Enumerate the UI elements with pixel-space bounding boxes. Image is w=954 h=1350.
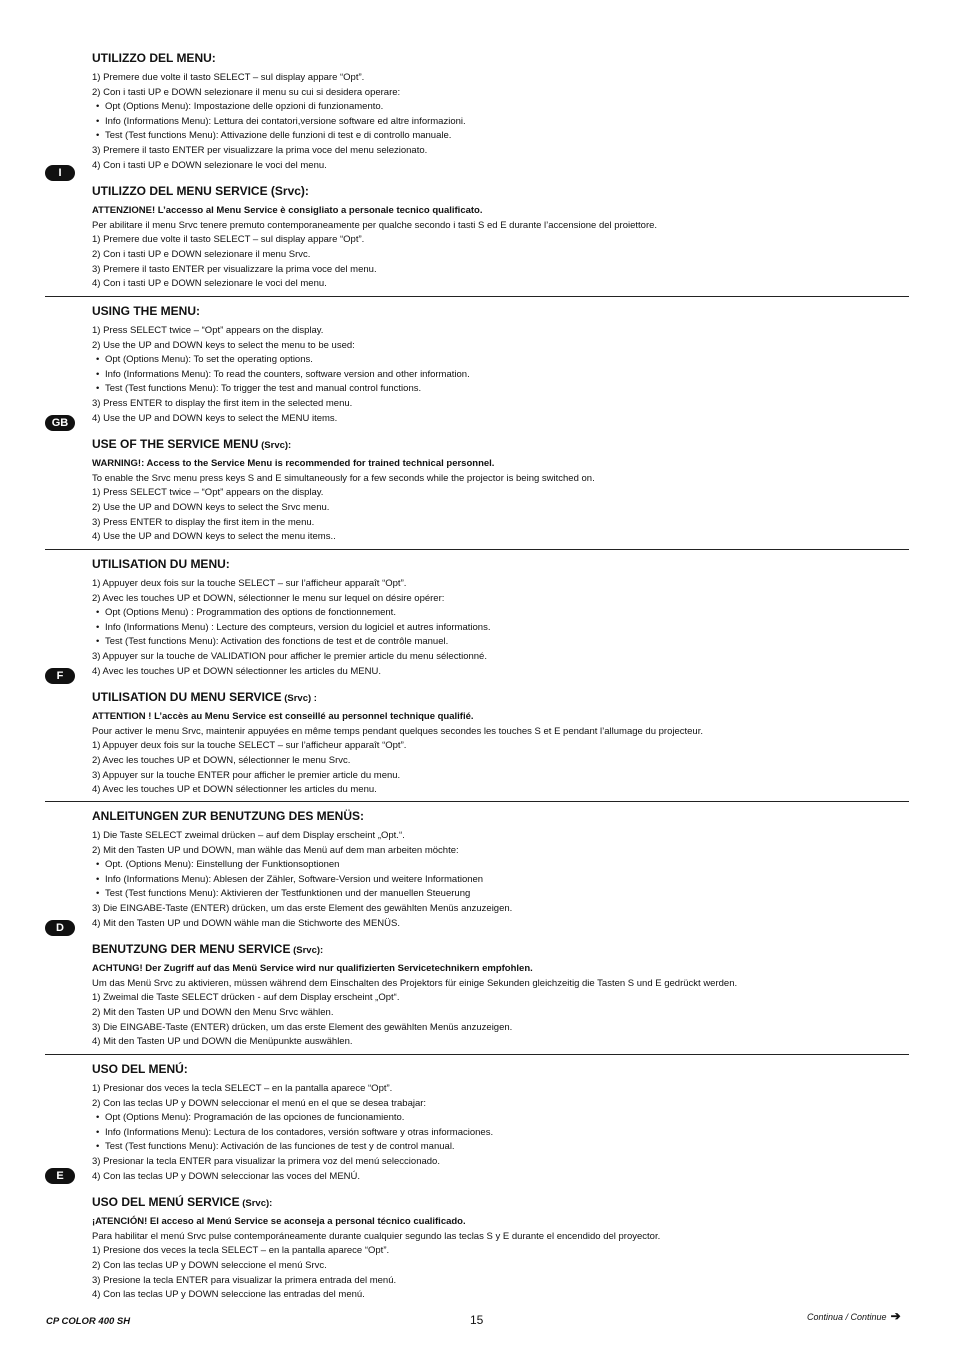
bullet-item: • Opt (Options Menu): Impostazione delle opzioni di funzionamento. bbox=[92, 100, 912, 115]
language-badge: E bbox=[45, 1168, 75, 1184]
bullet-item: • Info (Informations Menu): To read the counters, software version and other information. bbox=[92, 368, 912, 383]
menu-heading: USING THE MENU: bbox=[92, 304, 200, 318]
language-badge: D bbox=[45, 920, 75, 936]
section-content bbox=[92, 51, 912, 292]
step: 4) Mit den Tasten UP und DOWN wähle man die Stichworte des MENÜS. bbox=[92, 917, 400, 929]
service-heading bbox=[92, 437, 912, 453]
step: 4) Con las teclas UP y DOWN seleccione las entradas del menú. bbox=[92, 1289, 365, 1301]
step: 1) Premere due volte il tasto SELECT – sul display appare “Opt”. bbox=[92, 72, 365, 83]
step: 3) Press ENTER to display the first item in the menu. bbox=[92, 516, 315, 528]
warning-text: WARNING!: Access to the Service Menu is recommended for trained technical personnel. bbox=[92, 458, 495, 470]
step: 3) Premere il tasto ENTER per visualizzare la prima voce del menu. bbox=[92, 263, 377, 275]
service-heading-suffix: (Srvc) : bbox=[281, 693, 317, 705]
step: 1) Zweimal die Taste SELECT drücken - auf dem Display erscheint „Opt“. bbox=[92, 992, 400, 1004]
menu-heading: ANLEITUNGEN ZUR BENUTZUNG DES MENÜS: bbox=[92, 809, 364, 823]
section-content bbox=[92, 557, 912, 798]
service-heading bbox=[92, 690, 912, 706]
bullet-item: • Info (Informations Menu): Lectura de los contadores, versión software y otras informaciones. bbox=[92, 1126, 912, 1141]
step: 4) Use the UP and DOWN keys to select the MENU items. bbox=[92, 412, 338, 424]
bullet-item: • Test (Test functions Menu): Activation des fonctions de test et de contrôle manuel. bbox=[92, 635, 912, 650]
step: 1) Press SELECT twice – “Opt” appears on the display. bbox=[92, 487, 324, 499]
intro-text: Um das Menü Srvc zu aktivieren, müssen während dem Einschalten des Projektors für einige Sekunden gleichzeitig die Tasten S und E gedrückt werden. bbox=[92, 977, 738, 989]
step: 1) Die Taste SELECT zweimal drücken – auf dem Display erscheint „Opt.“. bbox=[92, 830, 405, 841]
menu-heading: USO DEL MENÚ: bbox=[92, 1062, 188, 1076]
step: 4) Con i tasti UP e DOWN selezionare le voci del menu. bbox=[92, 278, 327, 290]
service-heading-text: UTILIZZO DEL MENU SERVICE (Srvc): bbox=[92, 184, 309, 199]
service-heading-suffix: (Srvc): bbox=[258, 440, 292, 452]
section-divider bbox=[45, 1054, 909, 1055]
bullet-item: • Info (Informations Menu): Ablesen der Zähler, Software-Version und weitere Informationen bbox=[92, 873, 912, 888]
bullet-item: • Test (Test functions Menu): Attivazione delle funzioni di test e di controllo manuale. bbox=[92, 129, 912, 144]
language-badge: F bbox=[45, 668, 75, 684]
menu-heading: UTILIZZO DEL MENU: bbox=[92, 51, 216, 65]
bullet-item: • Opt (Options Menu) : Programmation des options de fonctionnement. bbox=[92, 606, 912, 621]
step: 2) Con i tasti UP e DOWN selezionare il menu Srvc. bbox=[92, 248, 311, 260]
step: 3) Die EINGABE-Taste (ENTER) drücken, um das erste Element des gewählten Menüs anzuzeigen. bbox=[92, 902, 513, 914]
footer-continue bbox=[807, 1309, 901, 1323]
service-heading-suffix: (Srvc): bbox=[239, 1198, 273, 1210]
language-badge: I bbox=[45, 165, 75, 181]
arrow-right-icon: ➔ bbox=[890, 1309, 901, 1323]
continue-text: Continua / Continue bbox=[807, 1312, 887, 1322]
step: 4) Use the UP and DOWN keys to select the menu items.. bbox=[92, 531, 336, 543]
warning-text: ATTENZIONE! L’accesso al Menu Service è consigliato a personale tecnico qualificato. bbox=[92, 205, 483, 217]
section-divider bbox=[45, 549, 909, 550]
service-heading bbox=[92, 1195, 912, 1211]
service-heading bbox=[92, 184, 912, 200]
bullet-item: • Opt (Options Menu): To set the operating options. bbox=[92, 353, 912, 368]
step: 3) Presionar la tecla ENTER para visualizar la primera voz del menú seleccionado. bbox=[92, 1155, 440, 1167]
bullet-item: • Test (Test functions Menu): Activación de las funciones de test y de control manual. bbox=[92, 1140, 912, 1155]
step: 4) Avec les touches UP et DOWN sélectionner les articles du menu. bbox=[92, 784, 377, 796]
intro-text: Pour activer le menu Srvc, maintenir appuyées en même temps pendant quelques secondes les touches S et E pendant l’allumage du projecteur. bbox=[92, 725, 703, 737]
step: 3) Premere il tasto ENTER per visualizzare la prima voce del menu selezionato. bbox=[92, 144, 428, 156]
section-content bbox=[92, 304, 912, 545]
warning-text: ACHTUNG! Der Zugriff auf das Menü Service wird nur qualifizierten Servicetechnikern empfohlen. bbox=[92, 963, 533, 975]
step: 3) Press ENTER to display the first item in the selected menu. bbox=[92, 397, 353, 409]
section-divider bbox=[45, 296, 909, 297]
bullet-item: • Opt (Options Menu): Programación de las opciones de funcionamiento. bbox=[92, 1111, 912, 1126]
step: 1) Presionar dos veces la tecla SELECT – en la pantalla aparece “Opt”. bbox=[92, 1083, 393, 1094]
language-badge: GB bbox=[45, 415, 75, 431]
bullet-item: • Info (Informations Menu): Lettura dei contatori,versione software ed altre informazioni. bbox=[92, 115, 912, 130]
bullet-item: • Info (Informations Menu) : Lecture des compteurs, version du logiciel et autres informations. bbox=[92, 621, 912, 636]
service-heading-text: BENUTZUNG DER MENU SERVICE bbox=[92, 942, 291, 957]
bullet-item: • Test (Test functions Menu): To trigger the test and manual control functions. bbox=[92, 382, 912, 397]
step: 4) Mit den Tasten UP und DOWN die Menüpunkte auswählen. bbox=[92, 1036, 353, 1048]
step: 2) Mit den Tasten UP und DOWN den Menu Srvc wählen. bbox=[92, 1006, 334, 1018]
step: 1) Press SELECT twice – “Opt” appears on the display. bbox=[92, 325, 324, 336]
bullet-item: • Opt. (Options Menu): Einstellung der Funktionsoptionen bbox=[92, 858, 912, 873]
menu-heading: UTILISATION DU MENU: bbox=[92, 557, 230, 571]
step: 1) Appuyer deux fois sur la touche SELECT – sur l’afficheur apparaît “Opt”. bbox=[92, 578, 407, 589]
step: 3) Presione la tecla ENTER para visualizar la primera entrada del menú. bbox=[92, 1274, 397, 1286]
section-content bbox=[92, 809, 912, 1050]
intro-text: To enable the Srvc menu press keys S and E simultaneously for a few seconds while the projector is being switched on. bbox=[92, 472, 595, 484]
intro-text: Per abilitare il menu Srvc tenere premuto contemporaneamente per qualche secondo i tasti S ed E durante l’accensione del proiettore. bbox=[92, 219, 658, 231]
warning-text: ATTENTION ! L’accès au Menu Service est conseillé au personnel technique qualifié. bbox=[92, 711, 474, 723]
step: 2) Avec les touches UP et DOWN, sélectionner le menu Srvc. bbox=[92, 754, 351, 766]
page-number: 15 bbox=[470, 1313, 484, 1327]
section-divider bbox=[45, 801, 909, 802]
bullet-item: • Test (Test functions Menu): Aktivieren der Testfunktionen und der manuellen Steuerung bbox=[92, 887, 912, 902]
step: 2) Con i tasti UP e DOWN selezionare il menu su cui si desidera operare: bbox=[92, 86, 401, 98]
warning-text: ¡ATENCIÓN! El acceso al Menú Service se aconseja a personal técnico cualificado. bbox=[92, 1216, 466, 1228]
service-heading-text: UTILISATION DU MENU SERVICE bbox=[92, 690, 282, 705]
step: 2) Use the UP and DOWN keys to select the Srvc menu. bbox=[92, 501, 330, 513]
footer-model: CP COLOR 400 SH bbox=[46, 1316, 131, 1327]
step: 3) Appuyer sur la touche ENTER pour afficher le premier article du menu. bbox=[92, 769, 401, 781]
step: 2) Mit den Tasten UP und DOWN, man wähle das Menü auf dem man arbeiten möchte: bbox=[92, 844, 459, 856]
step: 3) Appuyer sur la touche de VALIDATION pour afficher le premier article du menu sélectionné. bbox=[92, 650, 487, 662]
step: 1) Premere due volte il tasto SELECT – sul display appare “Opt”. bbox=[92, 234, 365, 246]
step: 1) Appuyer deux fois sur la touche SELECT – sur l’afficheur apparaît “Opt”. bbox=[92, 740, 407, 752]
step: 4) Avec les touches UP et DOWN sélectionner les articles du MENU. bbox=[92, 665, 381, 677]
service-heading bbox=[92, 942, 912, 958]
service-heading-text: USO DEL MENÚ SERVICE bbox=[92, 1195, 240, 1210]
step: 3) Die EINGABE-Taste (ENTER) drücken, um das erste Element des gewählten Menüs anzuzeigen. bbox=[92, 1021, 513, 1033]
service-heading-suffix: (Srvc): bbox=[290, 945, 324, 957]
step: 4) Con las teclas UP y DOWN seleccionar las voces del MENÚ. bbox=[92, 1170, 361, 1182]
intro-text: Para habilitar el menú Srvc pulse contemporáneamente durante cualquier segundo las teclas S y E durante el encendido del proyector. bbox=[92, 1230, 661, 1242]
service-heading-text: USE OF THE SERVICE MENU bbox=[92, 437, 259, 452]
step: 2) Use the UP and DOWN keys to select the menu to be used: bbox=[92, 339, 355, 351]
step: 4) Con i tasti UP e DOWN selezionare le voci del menu. bbox=[92, 159, 327, 171]
section-content bbox=[92, 1062, 912, 1303]
step: 1) Presione dos veces la tecla SELECT – en la pantalla aparece “Opt”. bbox=[92, 1245, 390, 1257]
step: 2) Con las teclas UP y DOWN seleccionar el menú en el que se desea trabajar: bbox=[92, 1097, 427, 1109]
step: 2) Avec les touches UP et DOWN, sélectionner le menu sur lequel on désire opérer: bbox=[92, 592, 445, 604]
step: 2) Con las teclas UP y DOWN seleccione el menú Srvc. bbox=[92, 1259, 327, 1271]
